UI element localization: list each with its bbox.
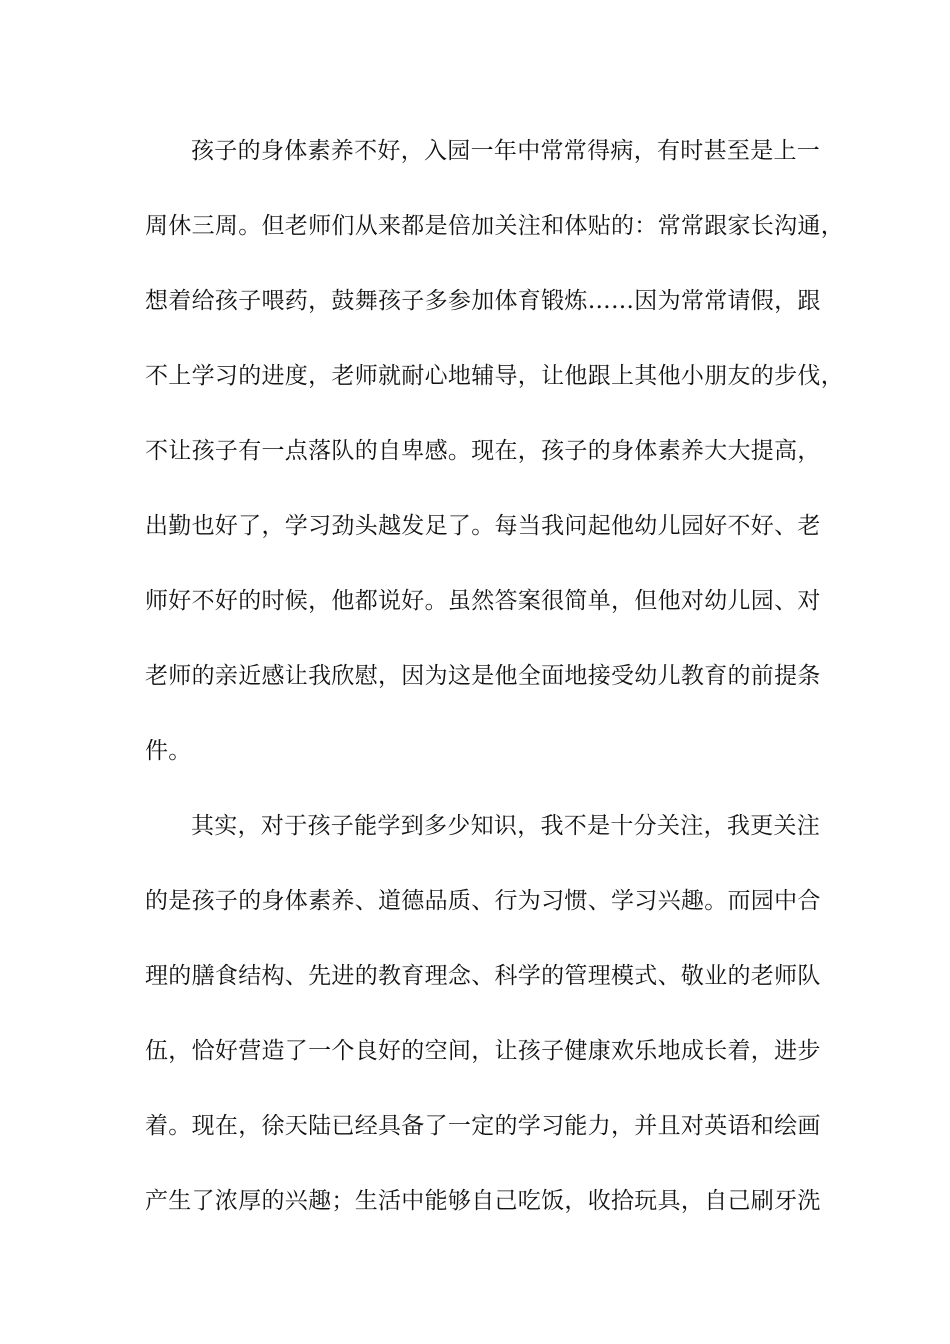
- paragraph-2-line-2: 的是孩子的身体素养、道德品质、行为习惯、学习兴趣。而园中合: [145, 888, 821, 914]
- paragraph-1-line-1: 孩子的身体素养不好，入园一年中常常得病，有时甚至是上一: [191, 138, 821, 164]
- paragraph-2-line-4: 伍，恰好营造了一个良好的空间，让孩子健康欢乐地成长着，进步: [145, 1038, 821, 1064]
- paragraph-1-line-2: 周休三周。但老师们从来都是倍加关注和体贴的：常常跟家长沟通，: [145, 213, 844, 239]
- paragraph-1-line-3: 想着给孩子喂药，鼓舞孩子多参加体育锻炼……因为常常请假，跟: [145, 288, 821, 314]
- paragraph-1-line-7: 师好不好的时候，他都说好。虽然答案很简单，但他对幼儿园、对: [145, 588, 821, 614]
- paragraph-1-line-6: 出勤也好了，学习劲头越发足了。每当我问起他幼儿园好不好、老: [145, 513, 821, 539]
- paragraph-1-line-9: 件。: [145, 738, 192, 764]
- paragraph-2-line-3: 理的膳食结构、先进的教育理念、科学的管理模式、敬业的老师队: [145, 963, 821, 989]
- paragraph-1-line-8: 老师的亲近感让我欣慰，因为这是他全面地接受幼儿教育的前提条: [145, 663, 821, 689]
- paragraph-1-line-5: 不让孩子有一点落队的自卑感。现在，孩子的身体素养大大提高，: [145, 438, 821, 464]
- paragraph-2-line-6: 产生了浓厚的兴趣；生活中能够自己吃饭，收拾玩具，自己刷牙洗: [145, 1188, 821, 1214]
- paragraph-2-line-5: 着。现在，徐天陆已经具备了一定的学习能力，并且对英语和绘画: [145, 1113, 821, 1139]
- paragraph-2-line-1: 其实，对于孩子能学到多少知识，我不是十分关注，我更关注: [191, 813, 821, 839]
- paragraph-1-line-4: 不上学习的进度，老师就耐心地辅导，让他跟上其他小朋友的步伐，: [145, 363, 844, 389]
